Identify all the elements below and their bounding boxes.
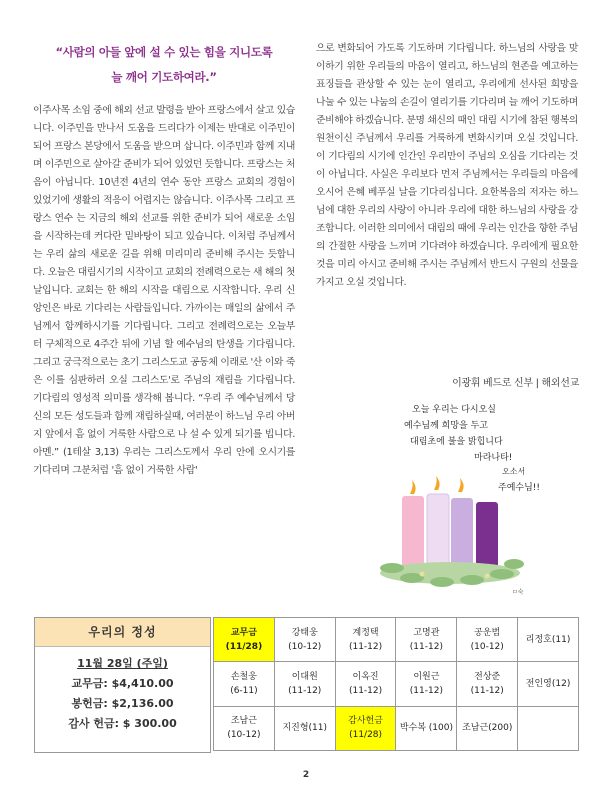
table-cell: 이원근 (11-12) [396,662,457,706]
offering-box [34,617,211,753]
author-byline: 이광휘 베드로 신부 | 해외선교 [452,378,579,389]
artist-signature: ㅁ숙 [512,589,524,596]
calligraphy-line-2: 예수님께 희망을 두고 [404,421,488,431]
offering-line-collection: 봉헌금: $2,136.00 [71,697,174,710]
page-number: 2 [302,770,310,780]
table-cell: 손철웅 (6-11) [214,662,275,706]
table-cell: 계정택 (11-12) [335,618,396,662]
quote-line-2: 늘 깨어 기도하여라.” [111,70,217,84]
table-row [214,662,579,706]
table-cell: 교무금 (11/28) [214,618,275,662]
table-cell: 이대원 (11-12) [274,662,335,706]
left-column [33,40,295,480]
offering-line-tithe: 교무금: $4,410.00 [71,677,174,690]
table-cell: 공운범 (10-12) [457,618,518,662]
offering-line-thanksgiving: 감사 헌금: $ 300.00 [68,717,177,730]
calligraphy-line-5: 오소서 [502,467,526,476]
table-cell: 지진형(11) [274,706,335,750]
table-row [214,706,579,750]
pink-candle [402,496,424,568]
calligraphy-line-6: 주예수님!! [498,483,540,493]
table-cell: 전인영(12) [518,662,579,706]
table-cell: 리정호(11) [518,618,579,662]
offering-date: 11월 28일 (주일) [77,657,168,670]
advent-candles-illustration [352,398,562,598]
calligraphy-line-4: 마라나타! [474,453,513,463]
offering-title: 우리의 정성 [35,618,210,647]
calligraphy-line-1: 오늘 우리는 다시오실 [412,405,496,415]
table-row [214,618,579,662]
homily-text-left: 이주사목 소임 중에 해외 선교 발령을 받아 프랑스에서 살고 있습니다. 이주민을 만나서 도움을 드리다가 이제는 반대로 이주민이 되어 프랑스 본당에서 도움을 받으며 삽니다. 이주민과 함께 지내며 이주민으로 살아갈 준비가 되어 있었던 듯합니다. 프랑스는 처음이 아닙니다. 10년전 4년의 연수 동안 프랑스 교회의 경험이 있었기에 생활의 적응이 어렵지는 않습니다. 이주사목 그리고 프랑스 연수 는 지금의 해외 선교를 위한 준비가 되어 새로운 소임을 시작하는데 커다란 밑바탕이 되고 있습니다. 이처럼 주님께서는 우리 삶의 새로운 길을 위해 미리미리 준비해 주시는 듯합니다. 오늘은 대림시기의 시작이고 교회의 전례력으로는 새 해의 첫날입니다. 교회는 한 해의 시작을 대림으로 시작합니다. 우리 신앙인은 바로 기다리는 사람들입니다. 가까이는 매일의 삶에서 주님께서 함께하시기를 기다립니다. 그리고 전례력으로는 오늘부터 구체적으로 4주간 뒤에 기념 할 예수님의 탄생을 기다립니다. 그리고 궁극적으로는 초기 그리스도교 공동체 이래로 '산 이와 죽은 이를 심판하러 오실 그리스도'로 주님의 재림을 기다립니다. 기다림의 영성적 의미를 생각해 봅니다. “우리 주 예수님께서 당신의 모든 성도들과 함께 재림하실때, 여러분이 하느님 우리 아버지 앞에서 흠 없이 거룩한 사람으로 나 설 수 있게 되기를 빕니다. 아멘.” (1테살 3,13) 우리는 그리스도께서 우리 안에 오시기를 기다리며 그분처럼 '흠 없이 거룩한 사람' [33,105,295,476]
table-cell: 박수복 (100) [396,706,457,750]
purple-candle [476,502,498,568]
calligraphy [404,403,540,493]
light-candle [427,494,449,568]
donor-table [213,617,579,751]
table-cell: 강태웅 (10-12) [274,618,335,662]
table-cell: 감사헌금 (11/28) [335,706,396,750]
homily-text-right: 으로 변화되어 가도록 기도하며 기다립니다. 하느님의 사랑을 맞이하기 위한 우리들의 마음이 열리고, 하느님의 현존을 예고하는 표징들을 관상할 수 있는 눈이 열리고, 우리에게 선사된 희망을 나눌 수 있는 나눔의 손길이 열리기를 기다리며 늘 깨어 기도하며 준비해야 하겠습니다. 분명 쇄신의 때인 대림 시기에 참된 행복의 원천이신 주님께서 우리를 거룩하게 변화시키며 오실 것입니다. 이 기다림의 시기에 인간인 우리만이 주님의 오심을 기다리는 것이 아닙니다. 사실은 우리보다 먼저 주님께서는 우리들의 마음에 오시어 은혜 베푸실 날을 기다리십니다. 요한복음의 저자는 하느님에 대한 우리의 사랑이 아니라 우리에 대한 하느님의 사랑을 강조합니다. 이러한 의미에서 대림의 때에 우리는 인간을 향한 주님의 간절한 사랑을 느끼며 기다려야 하겠습니다. 우리에게 필요한 것을 미리 아시고 준비해 주시는 주님께서 반드시 구원의 선물을 가지고 오실 것입니다. [316,43,578,288]
lavender-candle [451,498,473,568]
table-cell: 이옥진 (11-12) [335,662,396,706]
right-column [316,40,578,292]
table-cell [518,706,579,750]
flames [410,476,464,494]
wreath [380,559,524,587]
table-cell: 조남근(200) [457,706,518,750]
table-cell: 고명관 (11-12) [396,618,457,662]
scripture-quote [33,40,295,90]
table-cell: 조남근 (10-12) [214,706,275,750]
quote-line-1: “사람의 아들 앞에 설 수 있는 힘을 지니도록 [55,45,273,59]
calligraphy-line-3: 대림초에 불을 밝힙니다 [410,437,503,447]
table-cell: 전상준 (11-12) [457,662,518,706]
